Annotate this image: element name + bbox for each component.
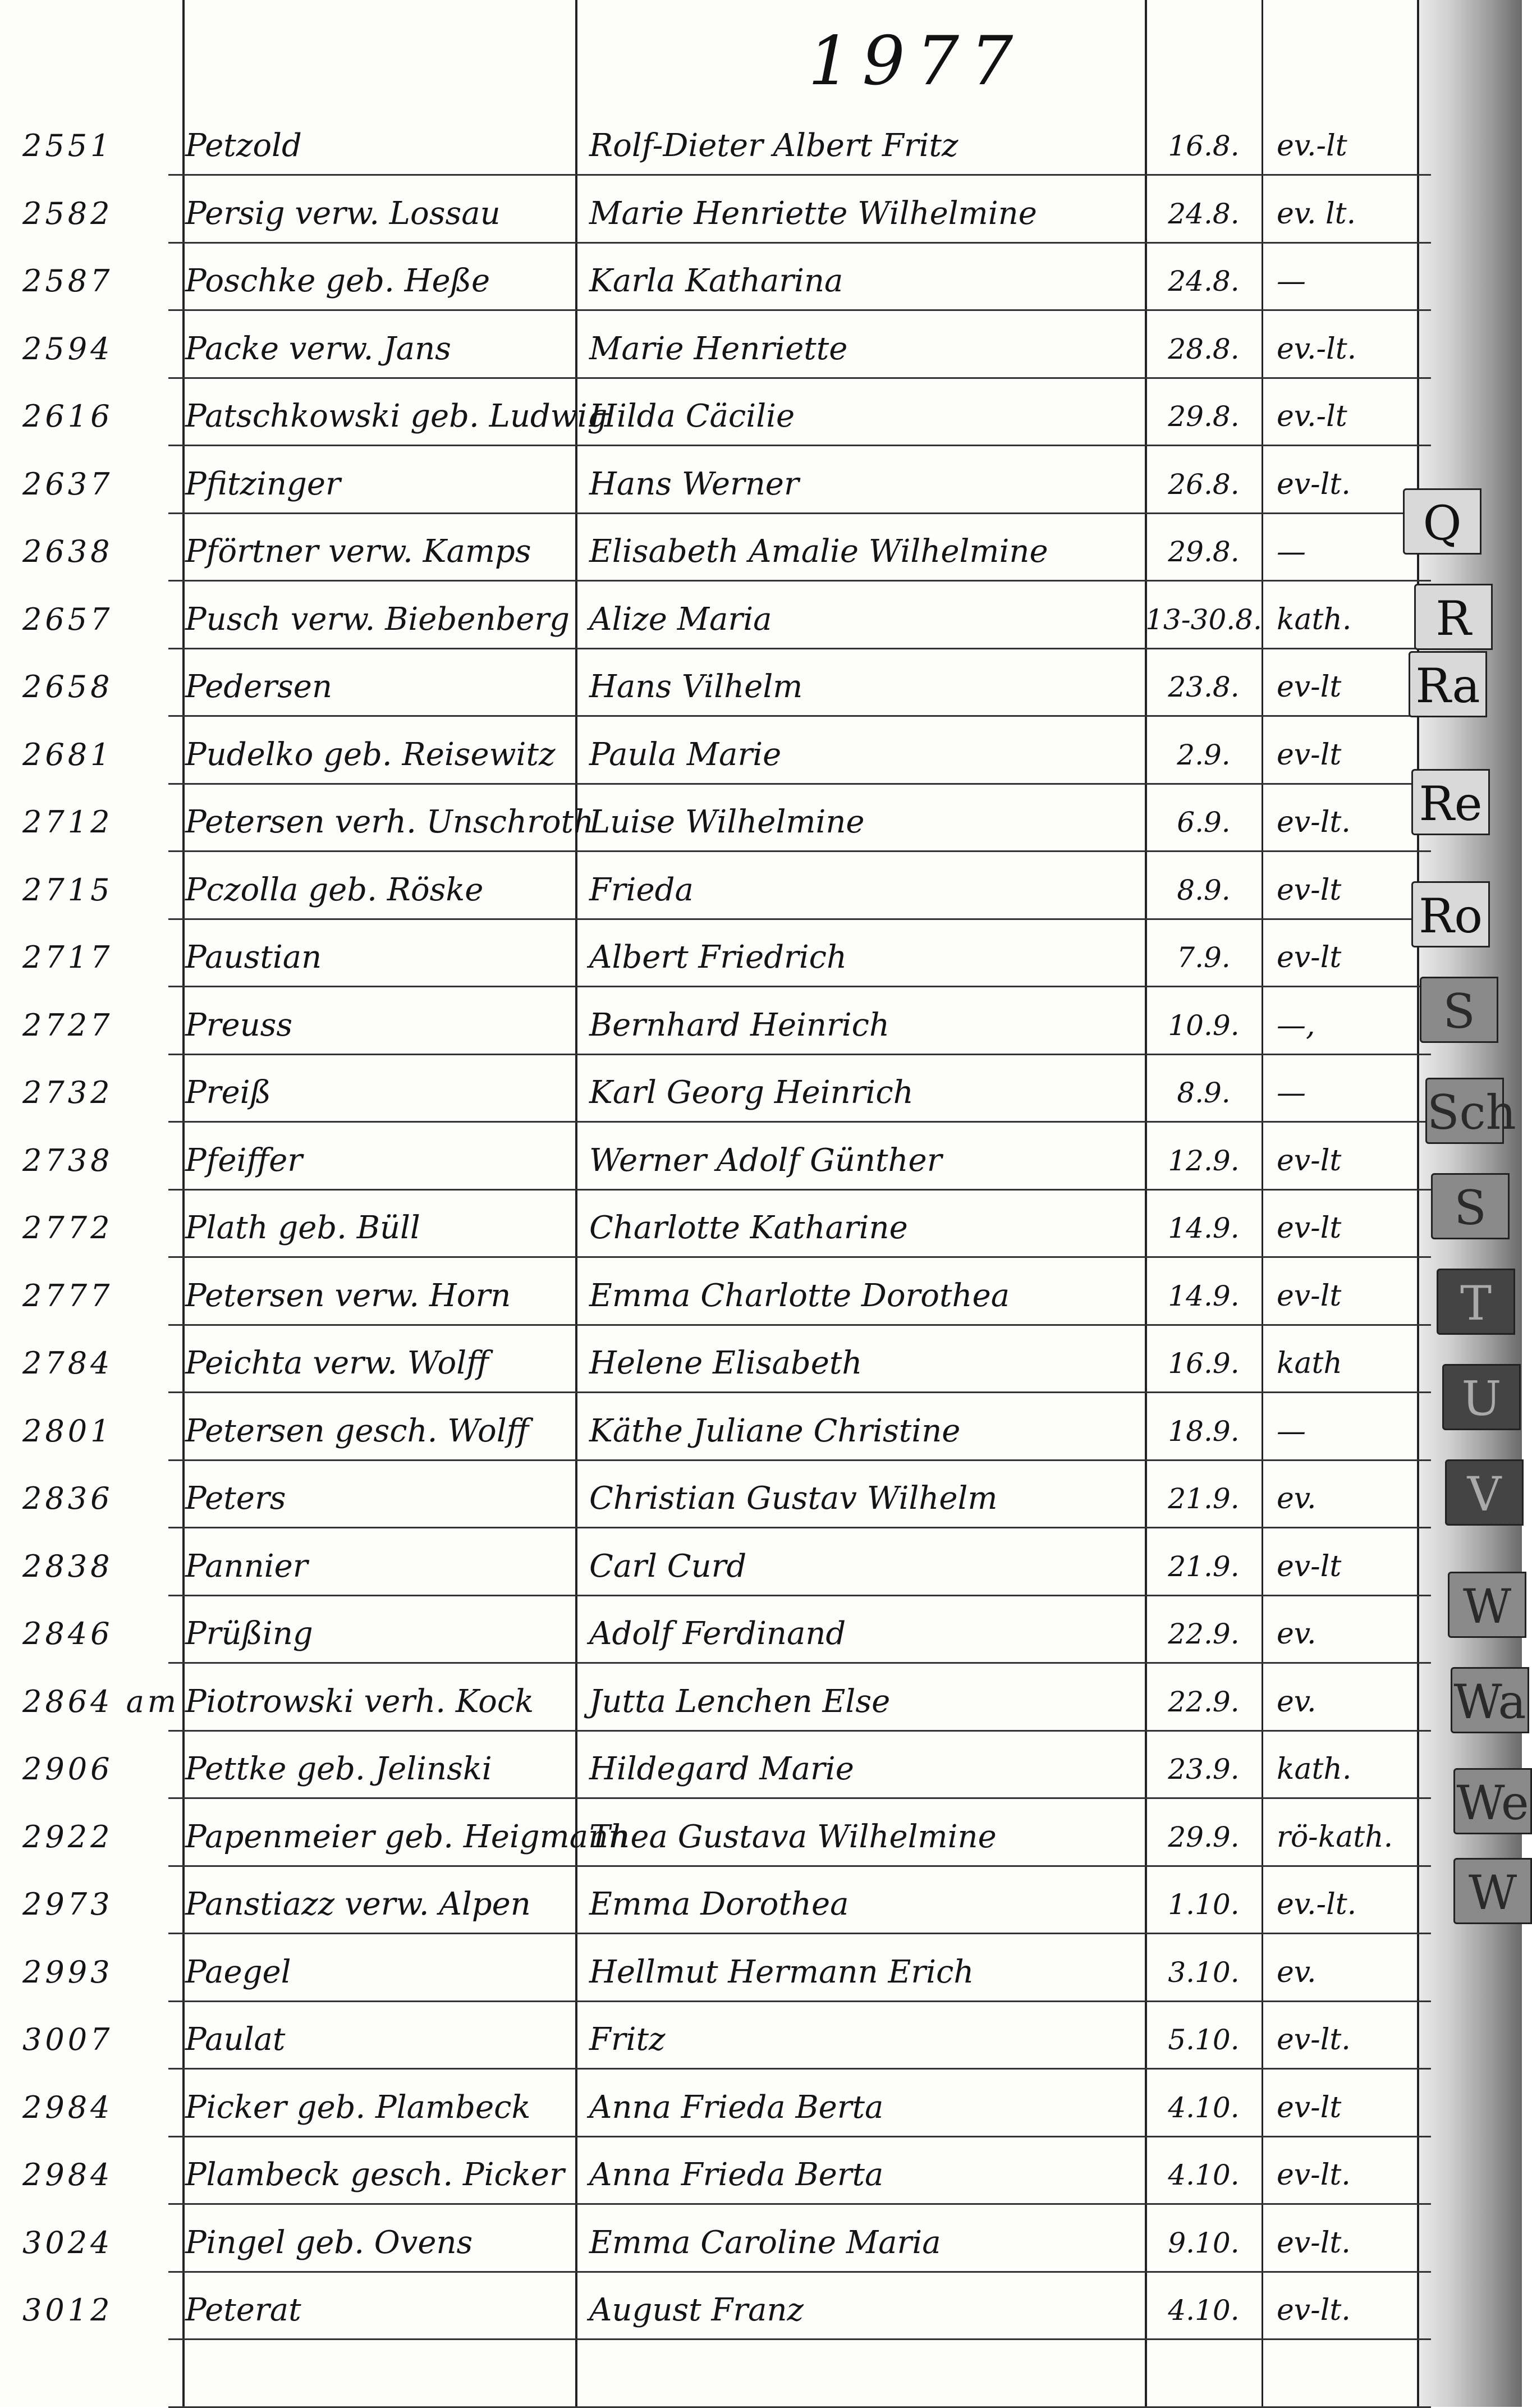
given-names: August Franz	[589, 2292, 804, 2328]
surname: Plath geb. Büll	[185, 1210, 420, 1246]
religion: —,	[1277, 1008, 1315, 1042]
date: 9.10.	[1168, 2226, 1240, 2259]
date: 4.10.	[1168, 2159, 1240, 2191]
record-number: 2984	[22, 2089, 113, 2125]
record-number: 2616	[22, 399, 113, 434]
row-rule	[168, 1797, 1431, 1799]
religion: ev-lt.	[1277, 2293, 1351, 2327]
date: 24.8.	[1168, 265, 1240, 297]
surname: Paegel	[185, 1953, 291, 1990]
date: 4.10.	[1168, 2091, 1240, 2124]
religion: ev-lt.	[1277, 2158, 1351, 2192]
row-rule	[168, 1527, 1431, 1528]
date: 22.9.	[1168, 1618, 1240, 1650]
index-tab-ra[interactable]: Ra	[1409, 651, 1487, 717]
row-rule	[168, 1730, 1431, 1732]
surname: Petersen gesch. Wolff	[185, 1412, 529, 1449]
religion: ev-lt	[1277, 2090, 1342, 2125]
date: 1.10.	[1168, 1888, 1240, 1921]
row-rule	[168, 242, 1431, 244]
surname: Piotrowski verh. Kock	[185, 1683, 534, 1720]
date: 4.10.	[1168, 2294, 1240, 2327]
date: 7.9.	[1177, 941, 1231, 974]
surname: Papenmeier geb. Heigmann	[185, 1818, 629, 1855]
surname: Petersen verw. Horn	[185, 1277, 511, 1314]
religion: ev-lt	[1277, 670, 1342, 704]
ledger-row	[0, 2074, 1420, 2141]
surname: Packe verw. Jans	[185, 330, 451, 367]
record-number: 2836	[22, 1481, 113, 1516]
date: 23.8.	[1168, 671, 1240, 703]
record-number: 2922	[22, 1819, 113, 1855]
religion: ev.	[1277, 1617, 1317, 1651]
row-rule	[168, 715, 1431, 717]
date: 29.9.	[1168, 1820, 1240, 1853]
surname: Pudelko geb. Reisewitz	[185, 736, 556, 773]
row-rule	[168, 512, 1431, 514]
row-rule	[168, 1865, 1431, 1867]
row-rule	[168, 1054, 1431, 1055]
given-names: Karl Georg Heinrich	[589, 1074, 914, 1111]
ledger-row	[0, 1736, 1420, 1803]
date: 22.9.	[1168, 1685, 1240, 1718]
ledger-row	[0, 383, 1420, 450]
date: 10.9.	[1168, 1009, 1240, 1042]
index-tab-ro[interactable]: Ro	[1411, 881, 1490, 947]
given-names: Christian Gustav Wilhelm	[589, 1480, 998, 1517]
surname: Persig verw. Lossau	[185, 195, 501, 232]
given-names: Rolf-Dieter Albert Fritz	[589, 127, 958, 164]
given-names: Emma Caroline Maria	[589, 2224, 941, 2261]
row-rule	[168, 1662, 1431, 1664]
row-rule	[168, 2406, 1431, 2408]
record-number: 2906	[22, 1751, 113, 1787]
religion: ev-lt.	[1277, 805, 1351, 839]
given-names: Fritz	[589, 2021, 666, 2058]
row-rule	[168, 986, 1431, 987]
religion: ev.-lt.	[1277, 332, 1357, 366]
index-tab-wa[interactable]: Wa	[1451, 1667, 1529, 1733]
religion: ev-lt	[1277, 738, 1342, 772]
religion: ev-lt.	[1277, 2226, 1351, 2260]
date: 21.9.	[1168, 1550, 1240, 1583]
surname: Paulat	[185, 2021, 286, 2058]
religion: ev-lt	[1277, 1279, 1342, 1313]
given-names: Adolf Ferdinand	[589, 1615, 846, 1652]
date: 28.8.	[1168, 332, 1240, 365]
record-number: 3012	[22, 2292, 113, 2328]
given-names: Anna Frieda Berta	[589, 2157, 884, 2193]
record-number: 2715	[22, 872, 113, 908]
ledger-row	[0, 1059, 1420, 1127]
record-number: 2717	[22, 940, 113, 975]
religion: ev.-lt	[1277, 400, 1347, 433]
surname: Peterat	[185, 2292, 301, 2328]
date: 14.9.	[1168, 1212, 1240, 1244]
record-number: 3007	[22, 2022, 113, 2057]
index-tab-w[interactable]: W	[1448, 1572, 1526, 1638]
given-names: Jutta Lenchen Else	[589, 1683, 891, 1720]
ledger-row	[0, 1871, 1420, 1938]
date: 26.8.	[1168, 468, 1240, 501]
surname: Pfitzinger	[185, 465, 341, 502]
given-names: Carl Curd	[589, 1548, 747, 1585]
ledger-row	[0, 1668, 1420, 1736]
surname: Poschke geb. Heße	[185, 263, 490, 299]
record-number: 3024	[22, 2224, 113, 2260]
row-rule	[168, 1189, 1431, 1191]
row-rule	[168, 580, 1431, 582]
ledger-row	[0, 1600, 1420, 1668]
given-names: Marie Henriette	[589, 330, 848, 367]
index-tab-t[interactable]: T	[1437, 1269, 1515, 1335]
surname: Petzold	[185, 127, 302, 164]
religion: rö-kath.	[1277, 1820, 1393, 1854]
ledger-row	[0, 1803, 1420, 1871]
date: 18.9.	[1168, 1414, 1240, 1448]
index-tab-sch[interactable]: Sch	[1425, 1078, 1504, 1144]
given-names: Luise Wilhelmine	[589, 804, 865, 840]
given-names: Thea Gustava Wilhelmine	[589, 1818, 997, 1855]
ledger-row	[0, 248, 1420, 315]
ledger-row	[0, 653, 1420, 721]
record-number: 2993	[22, 1954, 113, 1990]
ledger-row	[0, 2277, 1420, 2344]
ledger-row	[0, 315, 1420, 383]
row-rule	[168, 850, 1431, 852]
row-rule	[168, 2271, 1431, 2273]
date: 16.9.	[1168, 1347, 1240, 1380]
row-rule	[168, 648, 1431, 649]
row-rule	[168, 2203, 1431, 2205]
ledger-row	[0, 857, 1420, 924]
given-names: Hellmut Hermann Erich	[589, 1953, 974, 1990]
surname: Pusch verw. Biebenberg	[185, 601, 570, 638]
given-names: Bernhard Heinrich	[589, 1006, 890, 1043]
religion: ev.	[1277, 1955, 1317, 1989]
ledger-row	[0, 451, 1420, 518]
record-number: 2784	[22, 1345, 113, 1381]
religion: ev-lt	[1277, 873, 1342, 907]
given-names: Emma Dorothea	[589, 1886, 849, 1922]
date: 13-30.8.	[1145, 603, 1262, 636]
surname: Preiß	[185, 1074, 271, 1111]
given-names: Hilda Cäcilie	[589, 398, 795, 434]
ledger-row	[0, 1465, 1420, 1532]
record-number: 2801	[22, 1413, 113, 1449]
ledger-row	[0, 112, 1420, 180]
surname: Pettke geb. Jelinski	[185, 1751, 492, 1787]
religion: kath.	[1277, 1752, 1352, 1786]
ledger-row	[0, 586, 1420, 653]
religion: ev-lt	[1277, 1211, 1342, 1245]
ledger-row	[0, 2141, 1420, 2209]
record-number: 2772	[22, 1210, 113, 1246]
given-names: Hans Vilhelm	[589, 669, 803, 705]
record-number: 2846	[22, 1616, 113, 1651]
index-tab-u[interactable]: U	[1442, 1364, 1521, 1430]
row-rule	[168, 1933, 1431, 1934]
given-names: Elisabeth Amalie Wilhelmine	[589, 533, 1048, 570]
surname: Picker geb. Plambeck	[185, 2089, 531, 2126]
surname: Prüßing	[185, 1615, 313, 1652]
record-number: 2727	[22, 1007, 113, 1043]
date: 5.10.	[1168, 2024, 1240, 2056]
date: 16.8.	[1168, 130, 1240, 162]
given-names: Paula Marie	[589, 736, 782, 773]
religion: —	[1277, 1414, 1306, 1448]
row-rule	[168, 783, 1431, 785]
row-rule	[168, 918, 1431, 920]
given-names: Helene Elisabeth	[589, 1345, 863, 1381]
ledger-row	[0, 2006, 1420, 2073]
record-number: 2732	[22, 1075, 113, 1110]
record-number: 2712	[22, 804, 113, 840]
record-number: 2638	[22, 534, 113, 569]
ledger-row	[0, 1330, 1420, 1397]
date: 12.9.	[1168, 1144, 1240, 1177]
given-names: Käthe Juliane Christine	[589, 1412, 961, 1449]
record-number: 2864 am	[22, 1683, 180, 1719]
record-number: 2973	[22, 1887, 113, 1922]
row-rule	[168, 1121, 1431, 1123]
record-number: 2637	[22, 466, 113, 502]
surname: Patschkowski geb. Ludwig	[185, 398, 608, 434]
surname: Pedersen	[185, 669, 333, 705]
row-rule	[168, 2000, 1431, 2002]
given-names: Anna Frieda Berta	[589, 2089, 884, 2126]
record-number: 2594	[22, 331, 113, 367]
date: 14.9.	[1168, 1279, 1240, 1312]
surname: Peters	[185, 1480, 286, 1517]
row-rule	[168, 1324, 1431, 1326]
given-names: Albert Friedrich	[589, 939, 847, 976]
given-names: Werner Adolf Günther	[589, 1142, 942, 1179]
date: 8.9.	[1177, 873, 1231, 907]
surname: Pfeiffer	[185, 1142, 303, 1179]
religion: ev.-lt	[1277, 129, 1347, 163]
date: 29.8.	[1168, 400, 1240, 433]
row-rule	[168, 445, 1431, 446]
record-number: 2551	[22, 128, 113, 163]
religion: —	[1277, 535, 1306, 569]
ledger-row	[0, 1398, 1420, 1465]
row-rule	[168, 1595, 1431, 1596]
surname: Panstiazz verw. Alpen	[185, 1886, 531, 1922]
row-rule	[168, 174, 1431, 176]
religion: kath	[1277, 1347, 1342, 1380]
religion: ev.	[1277, 1684, 1317, 1719]
ledger-row	[0, 1194, 1420, 1262]
surname: Peichta verw. Wolff	[185, 1345, 489, 1381]
religion: ev-lt.	[1277, 467, 1351, 501]
date: 24.8.	[1168, 197, 1240, 230]
record-number: 2984	[22, 2157, 113, 2192]
religion: ev-lt.	[1277, 2023, 1351, 2057]
row-rule	[168, 1459, 1431, 1461]
given-names: Hildegard Marie	[589, 1751, 854, 1787]
ledger-row	[0, 2209, 1420, 2277]
given-names: Emma Charlotte Dorothea	[589, 1277, 1010, 1314]
ledger-row	[0, 1262, 1420, 1330]
given-names: Hans Werner	[589, 465, 799, 502]
surname: Plambeck gesch. Picker	[185, 2157, 565, 2193]
row-rule	[168, 309, 1431, 311]
record-number: 2658	[22, 669, 113, 704]
ledger-row	[0, 180, 1420, 248]
row-rule	[168, 2136, 1431, 2137]
index-tab-w2[interactable]: W	[1453, 1858, 1532, 1924]
religion: ev. lt.	[1277, 196, 1356, 231]
record-number: 2657	[22, 601, 113, 637]
date: 29.8.	[1168, 535, 1240, 568]
surname: Petersen verh. Unschroth	[185, 804, 594, 840]
ledger-year: 1977	[808, 22, 1025, 100]
ledger-row	[0, 518, 1420, 585]
index-tab-s[interactable]: S	[1420, 977, 1498, 1043]
row-rule	[168, 377, 1431, 379]
index-tab-q[interactable]: Q	[1403, 488, 1481, 555]
given-names: Marie Henriette Wilhelmine	[589, 195, 1037, 232]
surname: Pförtner verw. Kamps	[185, 533, 531, 570]
religion: —	[1277, 1076, 1306, 1110]
given-names: Charlotte Katharine	[589, 1210, 908, 1246]
date: 8.9.	[1177, 1077, 1231, 1109]
surname: Paustian	[185, 939, 322, 976]
ledger-row	[0, 789, 1420, 856]
surname: Preuss	[185, 1006, 293, 1043]
date: 6.9.	[1177, 806, 1231, 839]
religion: ev-lt	[1277, 941, 1342, 974]
index-tab-we[interactable]: We	[1453, 1768, 1532, 1834]
record-number: 2777	[22, 1278, 113, 1313]
record-number: 2681	[22, 736, 113, 772]
ledger-row	[0, 924, 1420, 991]
ledger-row	[0, 992, 1420, 1059]
ledger-row	[0, 721, 1420, 789]
surname: Pingel geb. Ovens	[185, 2224, 473, 2261]
record-number: 2587	[22, 263, 113, 299]
surname: Pczolla geb. Röske	[185, 871, 484, 908]
ledger-row	[0, 1127, 1420, 1194]
religion: —	[1277, 264, 1306, 298]
surname: Pannier	[185, 1548, 308, 1585]
record-number: 2582	[22, 195, 113, 231]
date: 21.9.	[1168, 1482, 1240, 1515]
ledger-row	[0, 1939, 1420, 2006]
given-names: Frieda	[589, 871, 694, 908]
row-rule	[168, 2338, 1431, 2340]
religion: kath.	[1277, 602, 1352, 637]
record-number: 2738	[22, 1142, 113, 1178]
record-number: 2838	[22, 1548, 113, 1584]
religion: ev.	[1277, 1482, 1317, 1516]
given-names: Karla Katharina	[589, 263, 843, 299]
index-tab-s2[interactable]: S	[1431, 1173, 1510, 1239]
index-tab-v[interactable]: V	[1445, 1459, 1524, 1526]
row-rule	[168, 2068, 1431, 2070]
row-rule	[168, 1391, 1431, 1393]
ledger-row	[0, 1533, 1420, 1600]
religion: ev-lt	[1277, 1549, 1342, 1583]
date: 2.9.	[1177, 738, 1231, 771]
row-rule	[168, 1256, 1431, 1258]
index-tab-r[interactable]: R	[1414, 584, 1493, 650]
date: 23.9.	[1168, 1753, 1240, 1786]
religion: ev-lt	[1277, 1143, 1342, 1178]
index-tab-re[interactable]: Re	[1411, 769, 1490, 835]
date: 3.10.	[1168, 1956, 1240, 1989]
given-names: Alize Maria	[589, 601, 772, 638]
religion: ev.-lt.	[1277, 1888, 1357, 1921]
